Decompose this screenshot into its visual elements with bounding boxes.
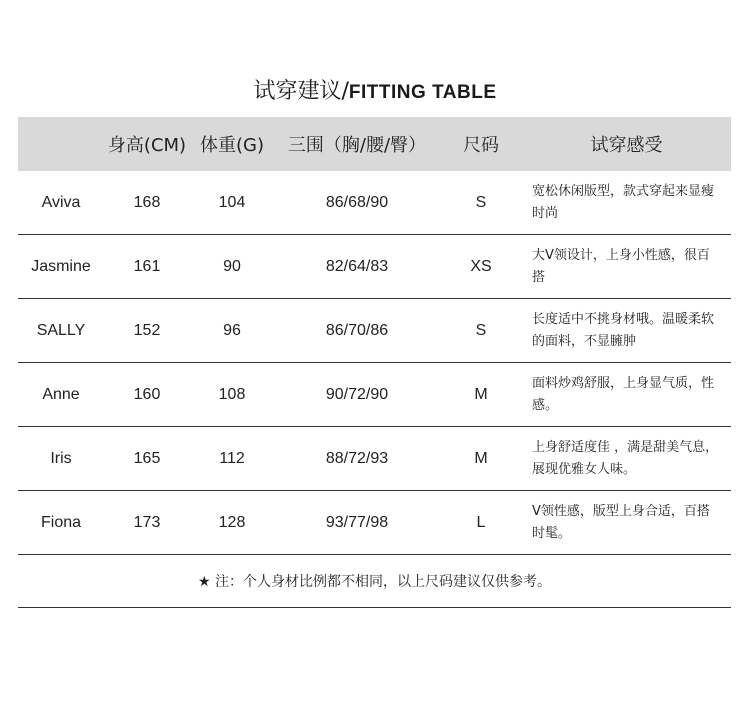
cell-feeling: 面料炒鸡舒服，上身显气质，性感。 — [522, 363, 731, 427]
cell-size: M — [440, 363, 522, 427]
header-weight: 体重(G) — [200, 135, 264, 156]
cell-height: 165 — [104, 427, 190, 491]
table-row — [18, 363, 731, 427]
cell-height: 152 — [104, 299, 190, 363]
header-height: 身高(CM) — [107, 135, 187, 156]
table-header — [18, 117, 731, 171]
cell-name: Anne — [18, 363, 104, 427]
cell-measurements: 93/77/98 — [274, 491, 440, 555]
cell-height: 161 — [104, 235, 190, 299]
header-name — [18, 117, 104, 171]
cell-weight: 112 — [190, 427, 274, 491]
cell-measurements: 90/72/90 — [274, 363, 440, 427]
cell-feeling: V领性感，版型上身合适，百搭时髦。 — [522, 491, 731, 555]
cell-measurements: 86/68/90 — [274, 171, 440, 235]
header-measurements: 三围（胸/腰/臀） — [287, 135, 427, 156]
cell-weight: 108 — [190, 363, 274, 427]
table-row — [18, 171, 731, 235]
table-row — [18, 299, 731, 363]
cell-weight: 90 — [190, 235, 274, 299]
cell-feeling: 长度适中不挑身材哦。温暖柔软的面料，不显臃肿 — [522, 299, 731, 363]
table-row — [18, 491, 731, 555]
cell-name: Jasmine — [18, 235, 104, 299]
cell-feeling: 上身舒适度佳 ，满是甜美气息，展现优雅女人味。 — [522, 427, 731, 491]
cell-weight: 96 — [190, 299, 274, 363]
cell-name: Fiona — [18, 491, 104, 555]
cell-size: L — [440, 491, 522, 555]
cell-name: Aviva — [18, 171, 104, 235]
note-row — [18, 555, 731, 608]
page-title — [0, 78, 750, 107]
cell-weight: 128 — [190, 491, 274, 555]
cell-size: S — [440, 299, 522, 363]
title-en: FITTING TABLE — [348, 82, 497, 103]
cell-measurements: 86/70/86 — [274, 299, 440, 363]
cell-height: 168 — [104, 171, 190, 235]
cell-measurements: 88/72/93 — [274, 427, 440, 491]
title-cn: 试穿建议/ — [253, 79, 349, 104]
cell-size: XS — [440, 235, 522, 299]
cell-size: S — [440, 171, 522, 235]
header-size: 尺码 — [463, 135, 499, 156]
cell-size: M — [440, 427, 522, 491]
cell-height: 173 — [104, 491, 190, 555]
table-row — [18, 427, 731, 491]
table-row — [18, 235, 731, 299]
cell-name: SALLY — [18, 299, 104, 363]
cell-height: 160 — [104, 363, 190, 427]
cell-measurements: 82/64/83 — [274, 235, 440, 299]
cell-name: Iris — [18, 427, 104, 491]
fitting-table — [18, 117, 731, 608]
cell-weight: 104 — [190, 171, 274, 235]
cell-feeling: 大V领设计，上身小性感，很百搭 — [522, 235, 731, 299]
header-feeling: 试穿感受 — [590, 135, 663, 156]
size-note: ★ 注：个人身材比例都不相同，以上尺码建议仅供参考。 — [18, 555, 731, 608]
cell-feeling: 宽松休闲版型，款式穿起来显瘦时尚 — [522, 171, 731, 235]
